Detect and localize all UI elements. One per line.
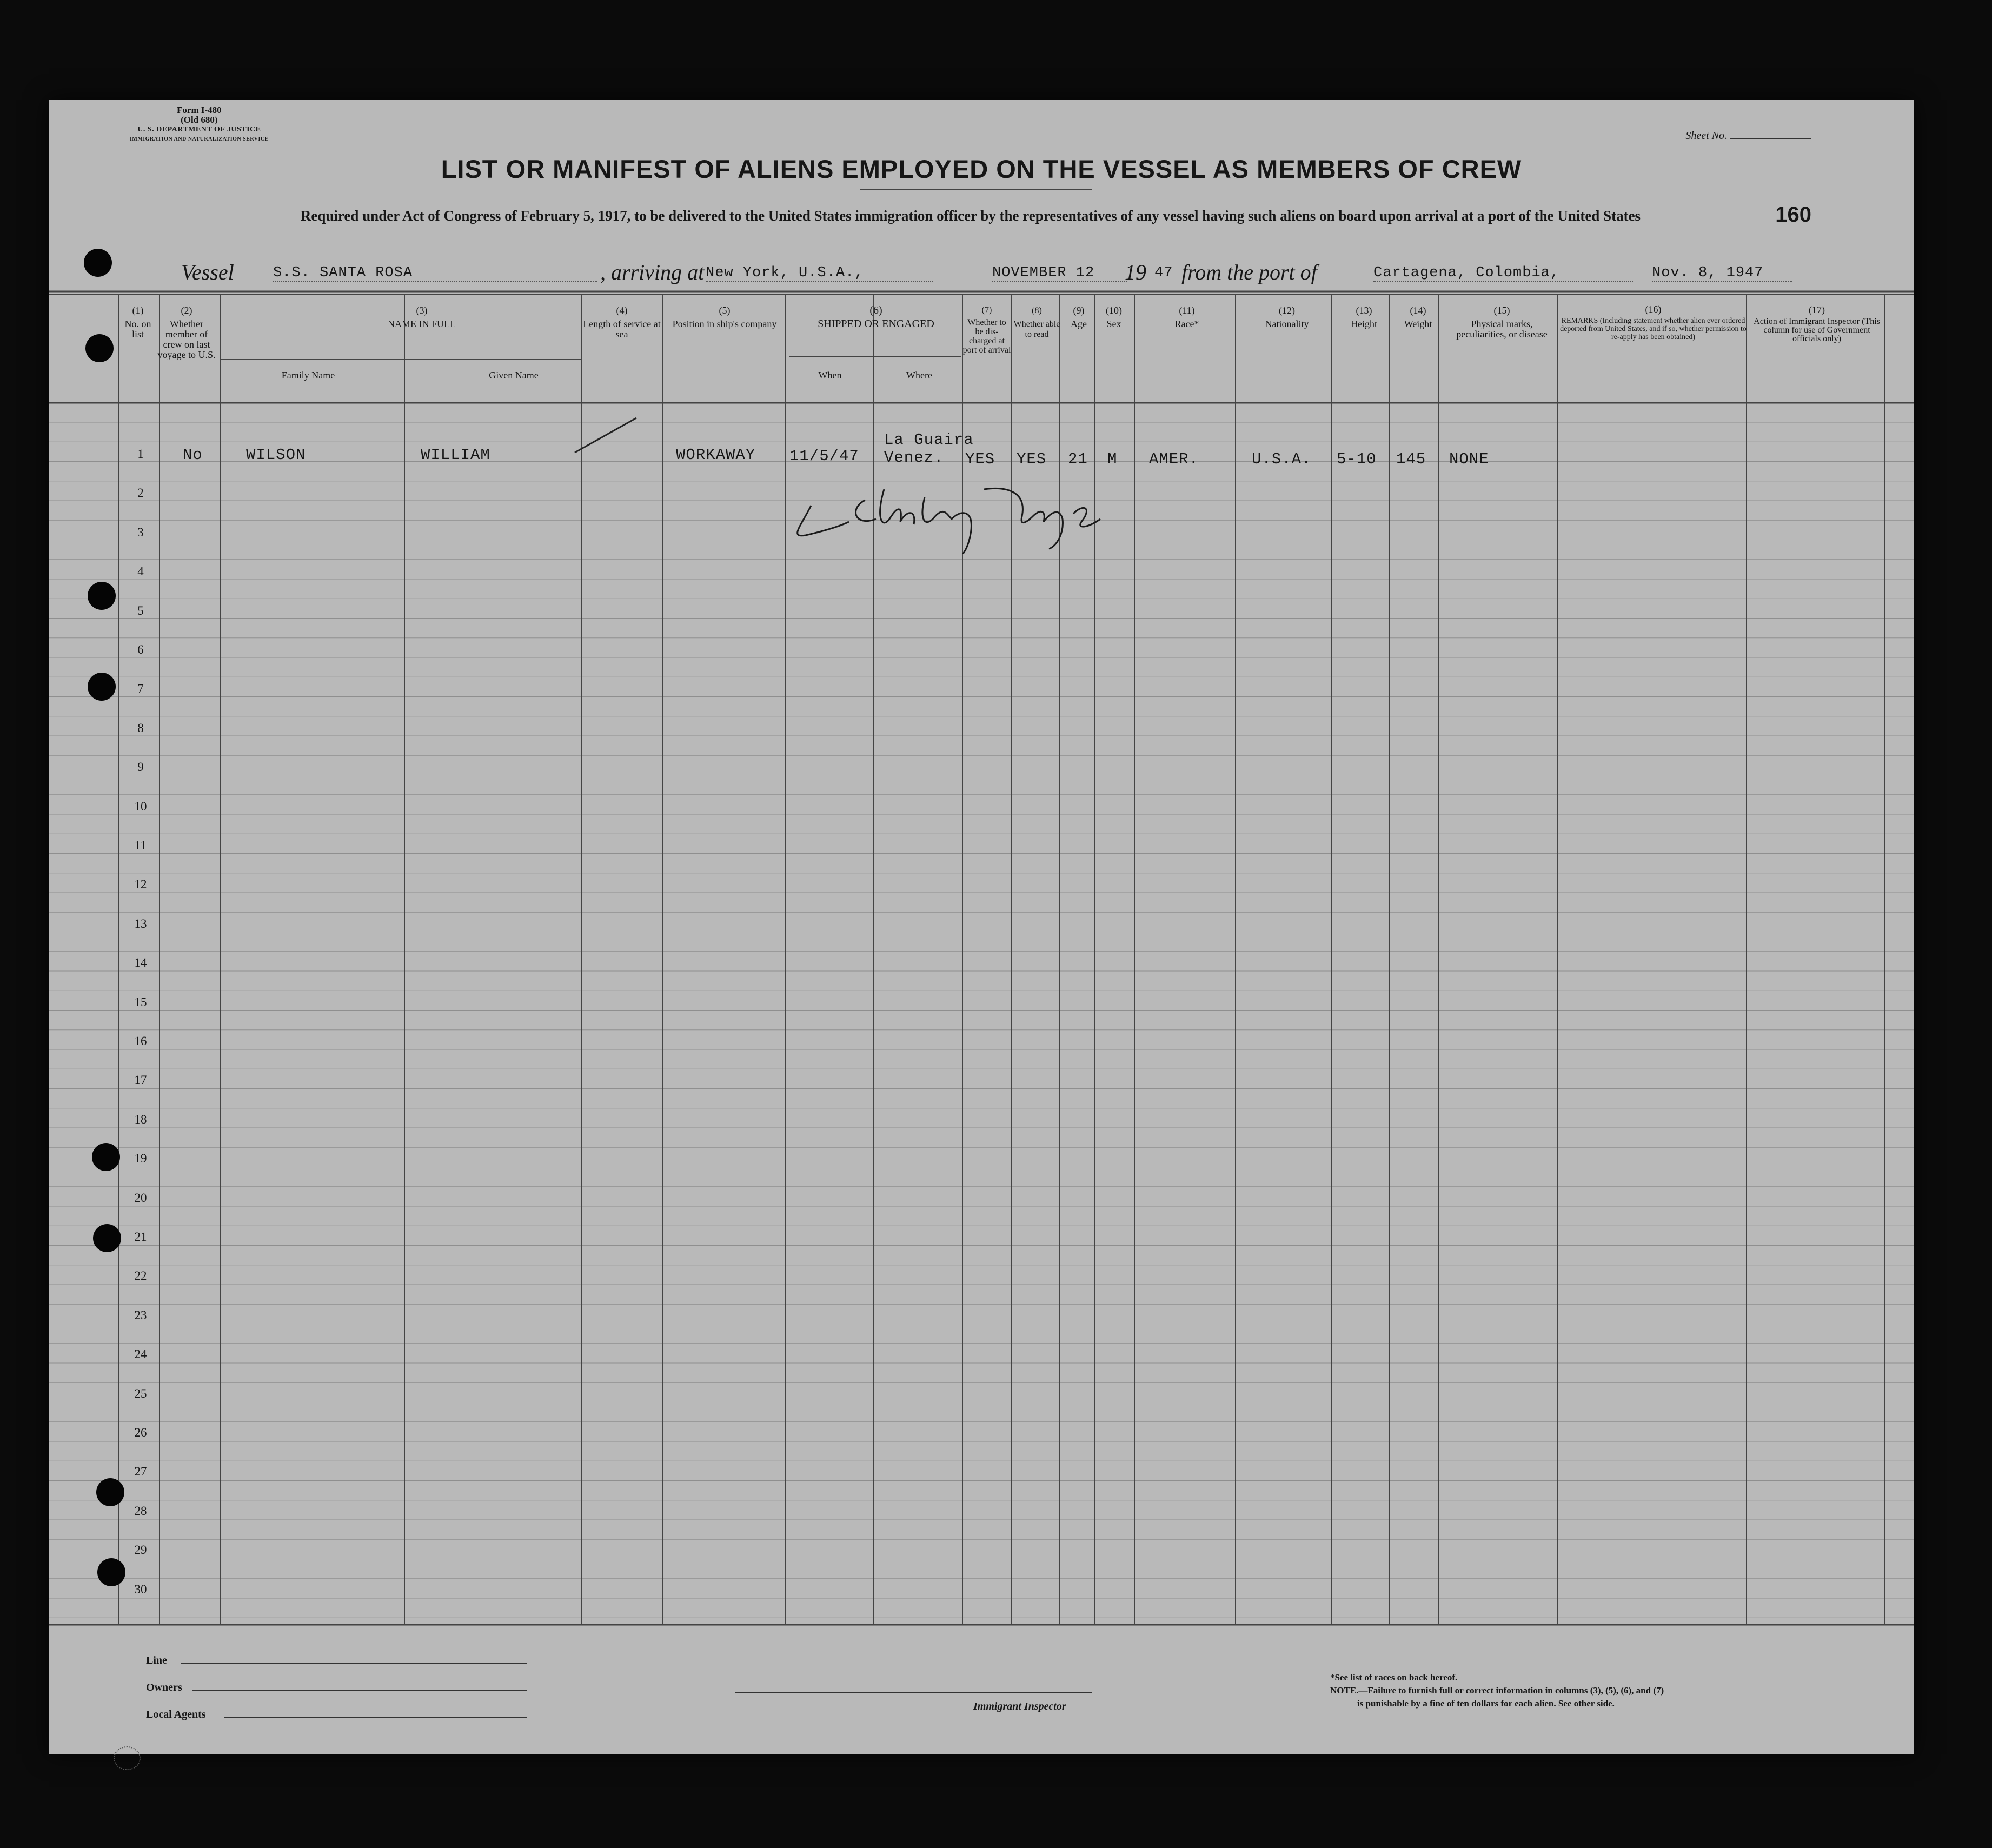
arrival-year-prefix: 19 <box>1125 260 1146 284</box>
col-header-weight: (14) Weight <box>1404 305 1432 329</box>
row-number: 2 <box>137 486 144 500</box>
inspector-signature-line <box>735 1692 1092 1693</box>
local-agents-label: Local Agents <box>146 1709 206 1720</box>
row-number: 11 <box>134 839 147 852</box>
row-number: 8 <box>137 721 144 735</box>
page-subtitle: Required under Act of Congress of February 5, 1917, to be delivered to the United States immigration officer by the representatives of any vessel having such aliens on board upon arrival at a port of the United States <box>300 208 1641 224</box>
entry-when: 11/5/47 <box>789 447 859 465</box>
col-header-where: Where <box>906 370 932 381</box>
row-number: 7 <box>137 682 144 696</box>
form-number: Form I-480 <box>177 105 222 115</box>
col-header-inspector-action: (17) Action of Immigrant Inspector (This column for use of Government officials only) <box>1754 304 1880 343</box>
penalty-note: NOTE.—Failure to furnish full or correct information in columns (3), (5), (6), and (7) <box>1330 1685 1664 1696</box>
service-name: IMMIGRATION AND NATURALIZATION SERVICE <box>130 136 269 142</box>
row-number: 25 <box>134 1386 147 1400</box>
col-header-discharged: (7) Whether to be dis-charged at port of arrival <box>962 305 1011 355</box>
col-header-shipped: (6) SHIPPED OR ENGAGED <box>818 304 934 330</box>
col-header-no: (1) No. on list <box>124 305 151 340</box>
inspector-label: Immigrant Inspector <box>973 1700 1066 1712</box>
penalty-note-continued: is punishable by a fine of ten dollars for each alien. See other side. <box>1357 1698 1615 1709</box>
row-number: 5 <box>137 603 144 617</box>
col-header-able-to-read: (8) Whether able to read <box>1013 306 1060 339</box>
printer-mark-icon <box>114 1746 141 1770</box>
binder-hole-icon <box>88 582 116 610</box>
col-header-age: (9) Age <box>1071 305 1087 329</box>
entry-physical-marks: NONE <box>1449 450 1489 468</box>
binder-hole-icon <box>85 334 114 362</box>
row-number: 4 <box>137 564 144 579</box>
from-port-label: from the port of <box>1181 260 1317 284</box>
row-number: 22 <box>134 1269 147 1283</box>
line-field <box>181 1663 527 1664</box>
col-header-when: When <box>818 370 842 381</box>
line-label: Line <box>146 1654 167 1666</box>
local-agents-field <box>224 1717 527 1718</box>
sheet-no-field <box>1685 130 1811 142</box>
arrival-year: 47 <box>1154 265 1173 281</box>
row-number: 12 <box>134 878 147 892</box>
vessel-name: S.S. SANTA ROSA <box>273 265 597 282</box>
entry-height: 5-10 <box>1337 450 1377 468</box>
col-header-sex: (10) Sex <box>1106 305 1122 329</box>
row-number: 24 <box>134 1347 147 1361</box>
arrival-port: New York, U.S.A., <box>706 265 933 282</box>
row-number: 27 <box>134 1465 147 1479</box>
entry-weight: 145 <box>1396 450 1426 468</box>
owners-label: Owners <box>146 1681 182 1693</box>
row-number: 1 <box>137 447 144 461</box>
old-form-number: (Old 680) <box>181 115 218 125</box>
row-number: 15 <box>134 995 147 1009</box>
title-rule <box>860 189 1092 190</box>
arrival-date: NOVEMBER 12 <box>992 265 1127 282</box>
binder-hole-icon <box>88 673 116 701</box>
row-number: 16 <box>134 1034 147 1048</box>
sheet-no-label: Sheet No. <box>1685 130 1727 142</box>
race-note: *See list of races on back hereof. <box>1330 1672 1458 1683</box>
entry-nationality: U.S.A. <box>1252 450 1312 468</box>
entry-sex: M <box>1107 450 1118 468</box>
departure-port: Cartagena, Colombia, <box>1373 265 1633 282</box>
manifest-sheet <box>49 100 1914 1754</box>
handwritten-signature-icon <box>789 468 1136 554</box>
form-identification <box>130 105 269 144</box>
row-number: 19 <box>134 1152 147 1166</box>
col-header-height: (13) Height <box>1351 305 1377 329</box>
col-header-race: (11) Race* <box>1174 305 1199 329</box>
row-number: 10 <box>134 799 147 813</box>
row-number: 17 <box>134 1073 147 1087</box>
col-header-name: (3) NAME IN FULL <box>388 305 456 329</box>
arriving-label: , arriving at <box>600 260 705 284</box>
row-number: 21 <box>134 1230 147 1244</box>
service-checkmark <box>570 414 641 457</box>
row-number: 28 <box>134 1504 147 1518</box>
binder-hole-icon <box>97 1558 125 1586</box>
sheet-number: 160 <box>1775 203 1811 227</box>
row-number: 30 <box>134 1582 147 1596</box>
entry-race: AMER. <box>1149 450 1199 468</box>
col-header-last-voyage: (2) Whether member of crew on last voyage to U.S. <box>157 305 216 360</box>
row-number: 3 <box>137 525 144 539</box>
row-number: 14 <box>134 956 147 970</box>
owners-field <box>192 1690 527 1691</box>
col-header-position: (5) Position in ship's company <box>672 305 777 329</box>
binder-hole-icon <box>84 249 112 277</box>
vessel-label: Vessel <box>181 260 234 284</box>
entry-age: 21 <box>1068 450 1088 468</box>
row-number: 6 <box>137 643 144 656</box>
department-name: U. S. DEPARTMENT OF JUSTICE <box>137 125 261 134</box>
row-number: 9 <box>137 760 144 774</box>
entry-able-to-read: YES <box>1017 450 1047 468</box>
entry-position: WORKAWAY <box>676 446 756 464</box>
col-header-given-name: Given Name <box>489 370 539 381</box>
col-header-remarks: (16) REMARKS (Including statement whether alien ever ordered deported from United States, and if so, whether permission to re-apply has been obtained) <box>1560 304 1747 341</box>
row-number: 18 <box>134 1112 147 1126</box>
row-number: 26 <box>134 1426 147 1439</box>
entry-discharged: YES <box>965 450 995 468</box>
col-header-nationality: (12) Nationality <box>1265 305 1309 329</box>
row-number: 13 <box>134 916 147 930</box>
entry-last-voyage: No <box>183 446 203 464</box>
col-header-family-name: Family Name <box>281 370 335 381</box>
row-number: 23 <box>134 1308 147 1322</box>
page-title: LIST OR MANIFEST OF ALIENS EMPLOYED ON THE VESSEL AS MEMBERS OF CREW <box>441 155 1522 183</box>
binder-hole-icon <box>93 1224 121 1252</box>
col-header-physical-marks: (15) Physical marks, peculiarities, or disease <box>1456 305 1548 340</box>
entry-where-line1: La Guaira <box>884 431 974 449</box>
row-number: 29 <box>134 1543 147 1557</box>
entry-where-line2: Venez. <box>884 449 944 467</box>
row-number: 20 <box>134 1191 147 1205</box>
col-header-length-service: (4) Length of service at sea <box>583 305 661 340</box>
entry-family-name: WILSON <box>246 446 306 464</box>
binder-hole-icon <box>96 1478 124 1506</box>
entry-given-name: WILLIAM <box>421 446 490 464</box>
binder-hole-icon <box>92 1143 120 1171</box>
departure-date: Nov. 8, 1947 <box>1652 265 1792 282</box>
